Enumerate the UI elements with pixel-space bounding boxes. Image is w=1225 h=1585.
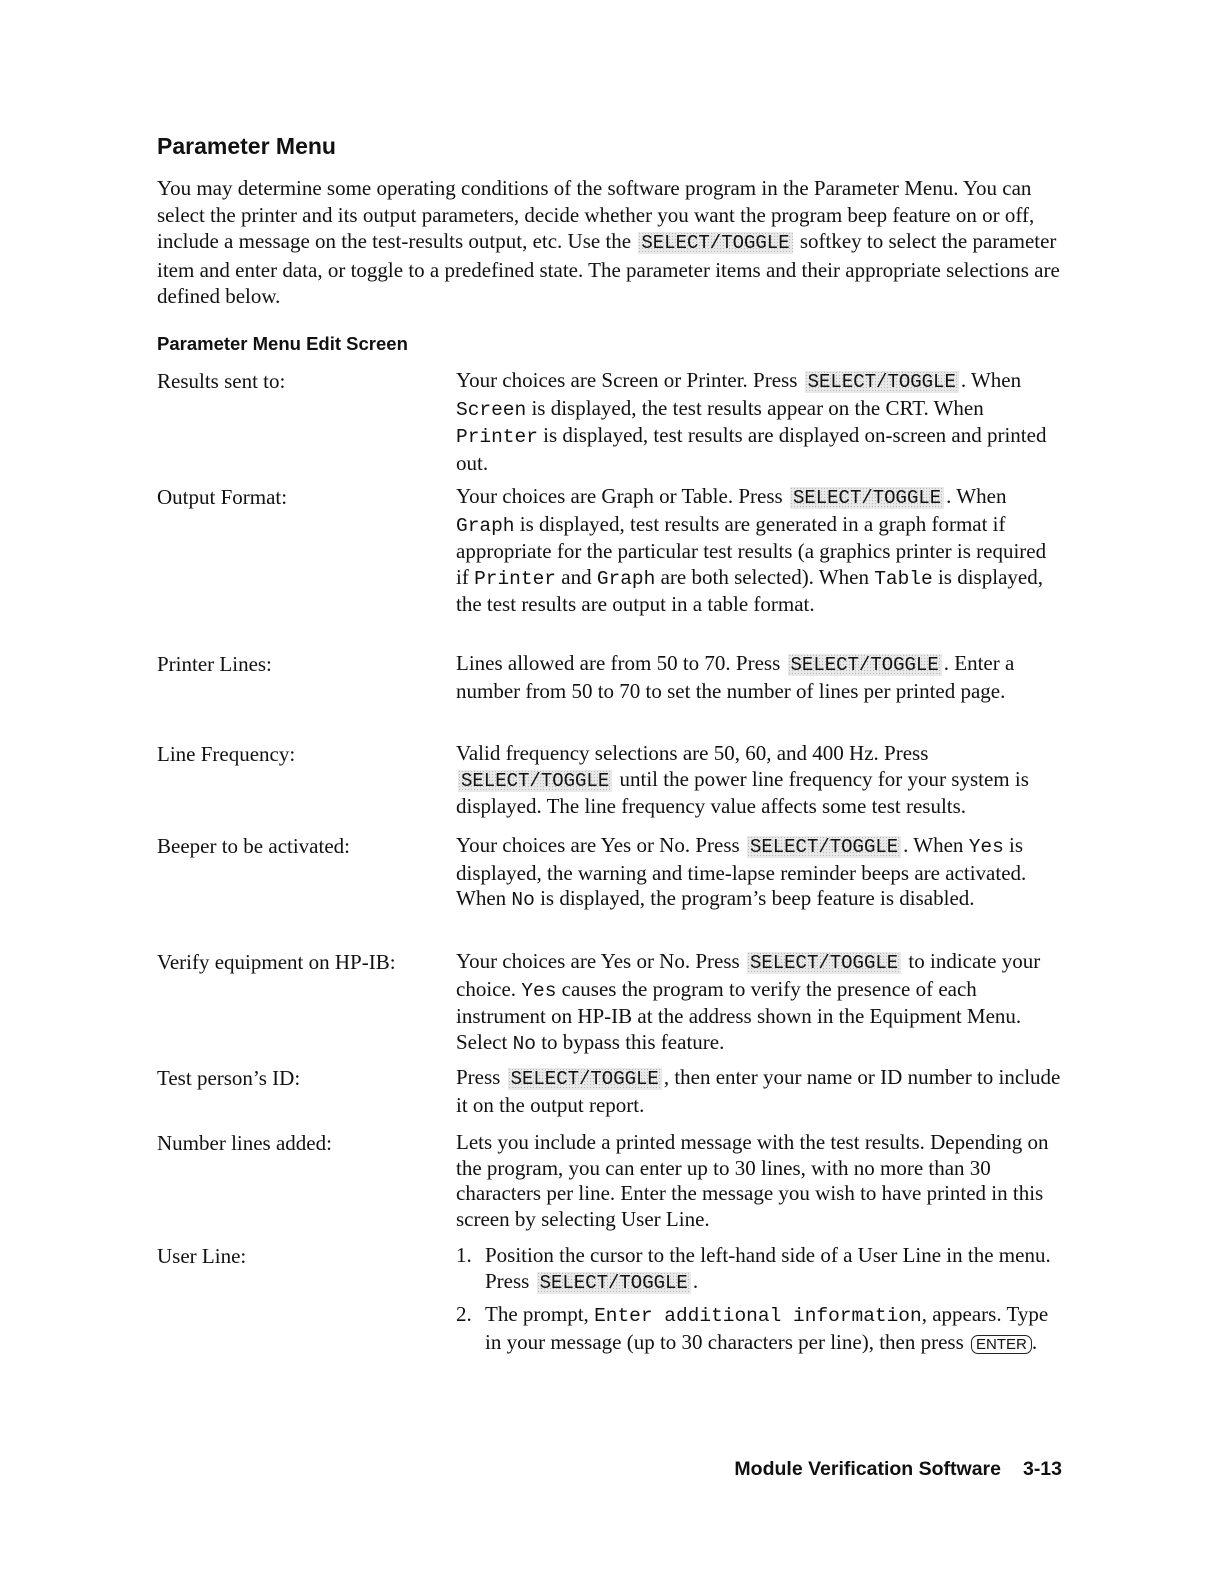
desc-text: Valid frequency selections are 50, 60, and 400 Hz. Press: [456, 741, 929, 765]
mono-value: Yes: [968, 836, 1004, 858]
param-desc-printer-lines: [456, 651, 1062, 704]
softkey-select-toggle: SELECT/TOGGLE: [508, 1068, 662, 1090]
intro-paragraph: [157, 175, 1062, 310]
desc-text: The prompt,: [485, 1302, 589, 1327]
mono-value: Table: [874, 567, 933, 590]
subsection-heading: Parameter Menu Edit Screen: [157, 333, 408, 354]
desc-text: . Enter a number from 50 to 70 to set the number of lines per printed page.: [456, 651, 1015, 703]
param-label-test-person-id: Test person’s ID:: [157, 1066, 301, 1090]
softkey-select-toggle: SELECT/TOGGLE: [537, 1272, 691, 1294]
desc-text: to indicate your choice.: [456, 949, 1041, 1001]
param-desc-beeper: [456, 833, 1062, 914]
param-desc-results: [456, 368, 1062, 476]
mono-value: Graph: [596, 567, 656, 590]
desc-text: Lets you include a printed message with the test results. Depending on the program, you can enter up to 30 lines, with no more than 30 characters per line. Enter the message you wish to have printed in this screen by selecting User Line.: [456, 1130, 1049, 1231]
desc-text: is displayed, test results are generated in a graph format if appropriate for the particular test results (a graphics printer is required if: [456, 511, 1047, 589]
desc-text: , appears. Type in your message (up to 30 characters per line), then press: [485, 1302, 1049, 1354]
user-line-steps: [456, 1243, 1062, 1357]
desc-text: Your choices are Yes or No. Press: [456, 833, 740, 857]
param-label-user-line: User Line:: [157, 1244, 247, 1268]
desc-text: Your choices are Screen or Printer. Press: [456, 368, 798, 392]
desc-text: until the power line frequency for your system is displayed. The line frequency value affects some test results.: [456, 766, 1029, 819]
desc-text: . When: [903, 833, 964, 857]
page-number: 3-13: [1022, 1458, 1062, 1480]
desc-text: is displayed, the test results appear on the CRT. When: [531, 395, 984, 420]
step-item: [456, 1302, 1062, 1357]
param-label-output-format: Output Format:: [157, 485, 288, 509]
desc-text: .: [1031, 1329, 1038, 1354]
param-label-line-frequency: Line Frequency:: [157, 742, 296, 766]
mono-value: Graph: [456, 514, 515, 537]
param-desc-line-frequency: [456, 741, 1062, 820]
desc-text: , then enter your name or ID number to include it on the output report.: [456, 1065, 1061, 1117]
softkey-select-toggle: SELECT/TOGGLE: [788, 654, 942, 676]
step-number: 1.: [456, 1243, 472, 1267]
step-item: [456, 1243, 1062, 1296]
desc-text: and: [561, 564, 592, 589]
softkey-select-toggle: SELECT/TOGGLE: [747, 836, 901, 858]
mono-value: No: [512, 1032, 536, 1055]
desc-text: is displayed, test results are displayed on-screen and printed out.: [456, 423, 1047, 475]
mono-value: Enter additional information: [594, 1305, 922, 1328]
param-label-verify-equipment: Verify equipment on HP-IB:: [157, 950, 396, 974]
footer-title: Module Verification Software: [734, 1458, 1001, 1480]
param-label-number-lines: Number lines added:: [157, 1131, 332, 1155]
softkey-select-toggle: SELECT/TOGGLE: [790, 487, 944, 509]
desc-text: .: [960, 368, 967, 392]
mono-value: Printer: [474, 567, 556, 590]
mono-value: Screen: [456, 398, 527, 421]
intro-text: You may determine some operating conditions of the software program in the Parameter Menu. You can select the printer and its output parameters, decide whether you want the program beep feature on or off, include a message on the test-results output, etc. Use the: [157, 176, 1035, 253]
desc-text: to bypass this feature.: [541, 1029, 725, 1054]
document-page: [157, 0, 1062, 1585]
param-label-printer-lines: Printer Lines:: [157, 652, 272, 676]
param-desc-output-format: [456, 484, 1062, 618]
desc-text: When: [956, 484, 1007, 508]
softkey-select-toggle: SELECT/TOGGLE: [805, 371, 959, 393]
desc-text: is displayed, the program’s beep feature is disabled.: [540, 886, 975, 911]
desc-text: Press: [456, 1065, 501, 1089]
desc-text: Lines allowed are from 50 to 70. Press: [456, 651, 781, 675]
param-desc-user-line: [456, 1243, 1062, 1363]
softkey-select-toggle: SELECT/TOGGLE: [747, 952, 901, 974]
param-desc-verify-equipment: [456, 949, 1062, 1057]
desc-text: When: [970, 368, 1022, 392]
mono-value: Yes: [521, 979, 557, 1002]
page-footer: [734, 1458, 1062, 1481]
param-label-beeper: Beeper to be activated:: [157, 834, 350, 858]
intro-text: softkey to select the parameter item and enter data, or toggle to a predefined state. The parameter items and their appropriate selections are defined below.: [157, 229, 1060, 308]
softkey-select-toggle: SELECT/TOGGLE: [458, 770, 612, 792]
softkey-select-toggle: SELECT/TOGGLE: [638, 232, 792, 254]
desc-text: .: [946, 484, 952, 508]
param-desc-number-lines: [456, 1130, 1062, 1232]
desc-text: is displayed, the test results are output in a table format.: [456, 564, 1043, 617]
desc-text: .: [692, 1268, 699, 1293]
desc-text: Position the cursor to the left-hand side of a User Line in the menu. Press: [485, 1243, 1051, 1293]
desc-text: Your choices are Yes or No. Press: [456, 949, 740, 973]
desc-text: are both selected). When: [660, 564, 869, 589]
desc-text: Your choices are Graph or Table. Press: [456, 484, 783, 508]
param-desc-test-person-id: [456, 1065, 1062, 1118]
mono-value: No: [511, 889, 535, 912]
section-heading: Parameter Menu: [157, 133, 336, 159]
param-label-results: Results sent to:: [157, 369, 286, 393]
enter-key: ENTER: [971, 1335, 1032, 1354]
desc-text: causes the program to verify the presence of each instrument on HP-IB at the address shown in the Equipment Menu. Select: [456, 976, 1022, 1054]
mono-value: Printer: [456, 426, 538, 449]
step-number: 2.: [456, 1302, 472, 1327]
desc-text: is displayed, the warning and time-lapse reminder beeps are activated. When: [456, 833, 1027, 911]
